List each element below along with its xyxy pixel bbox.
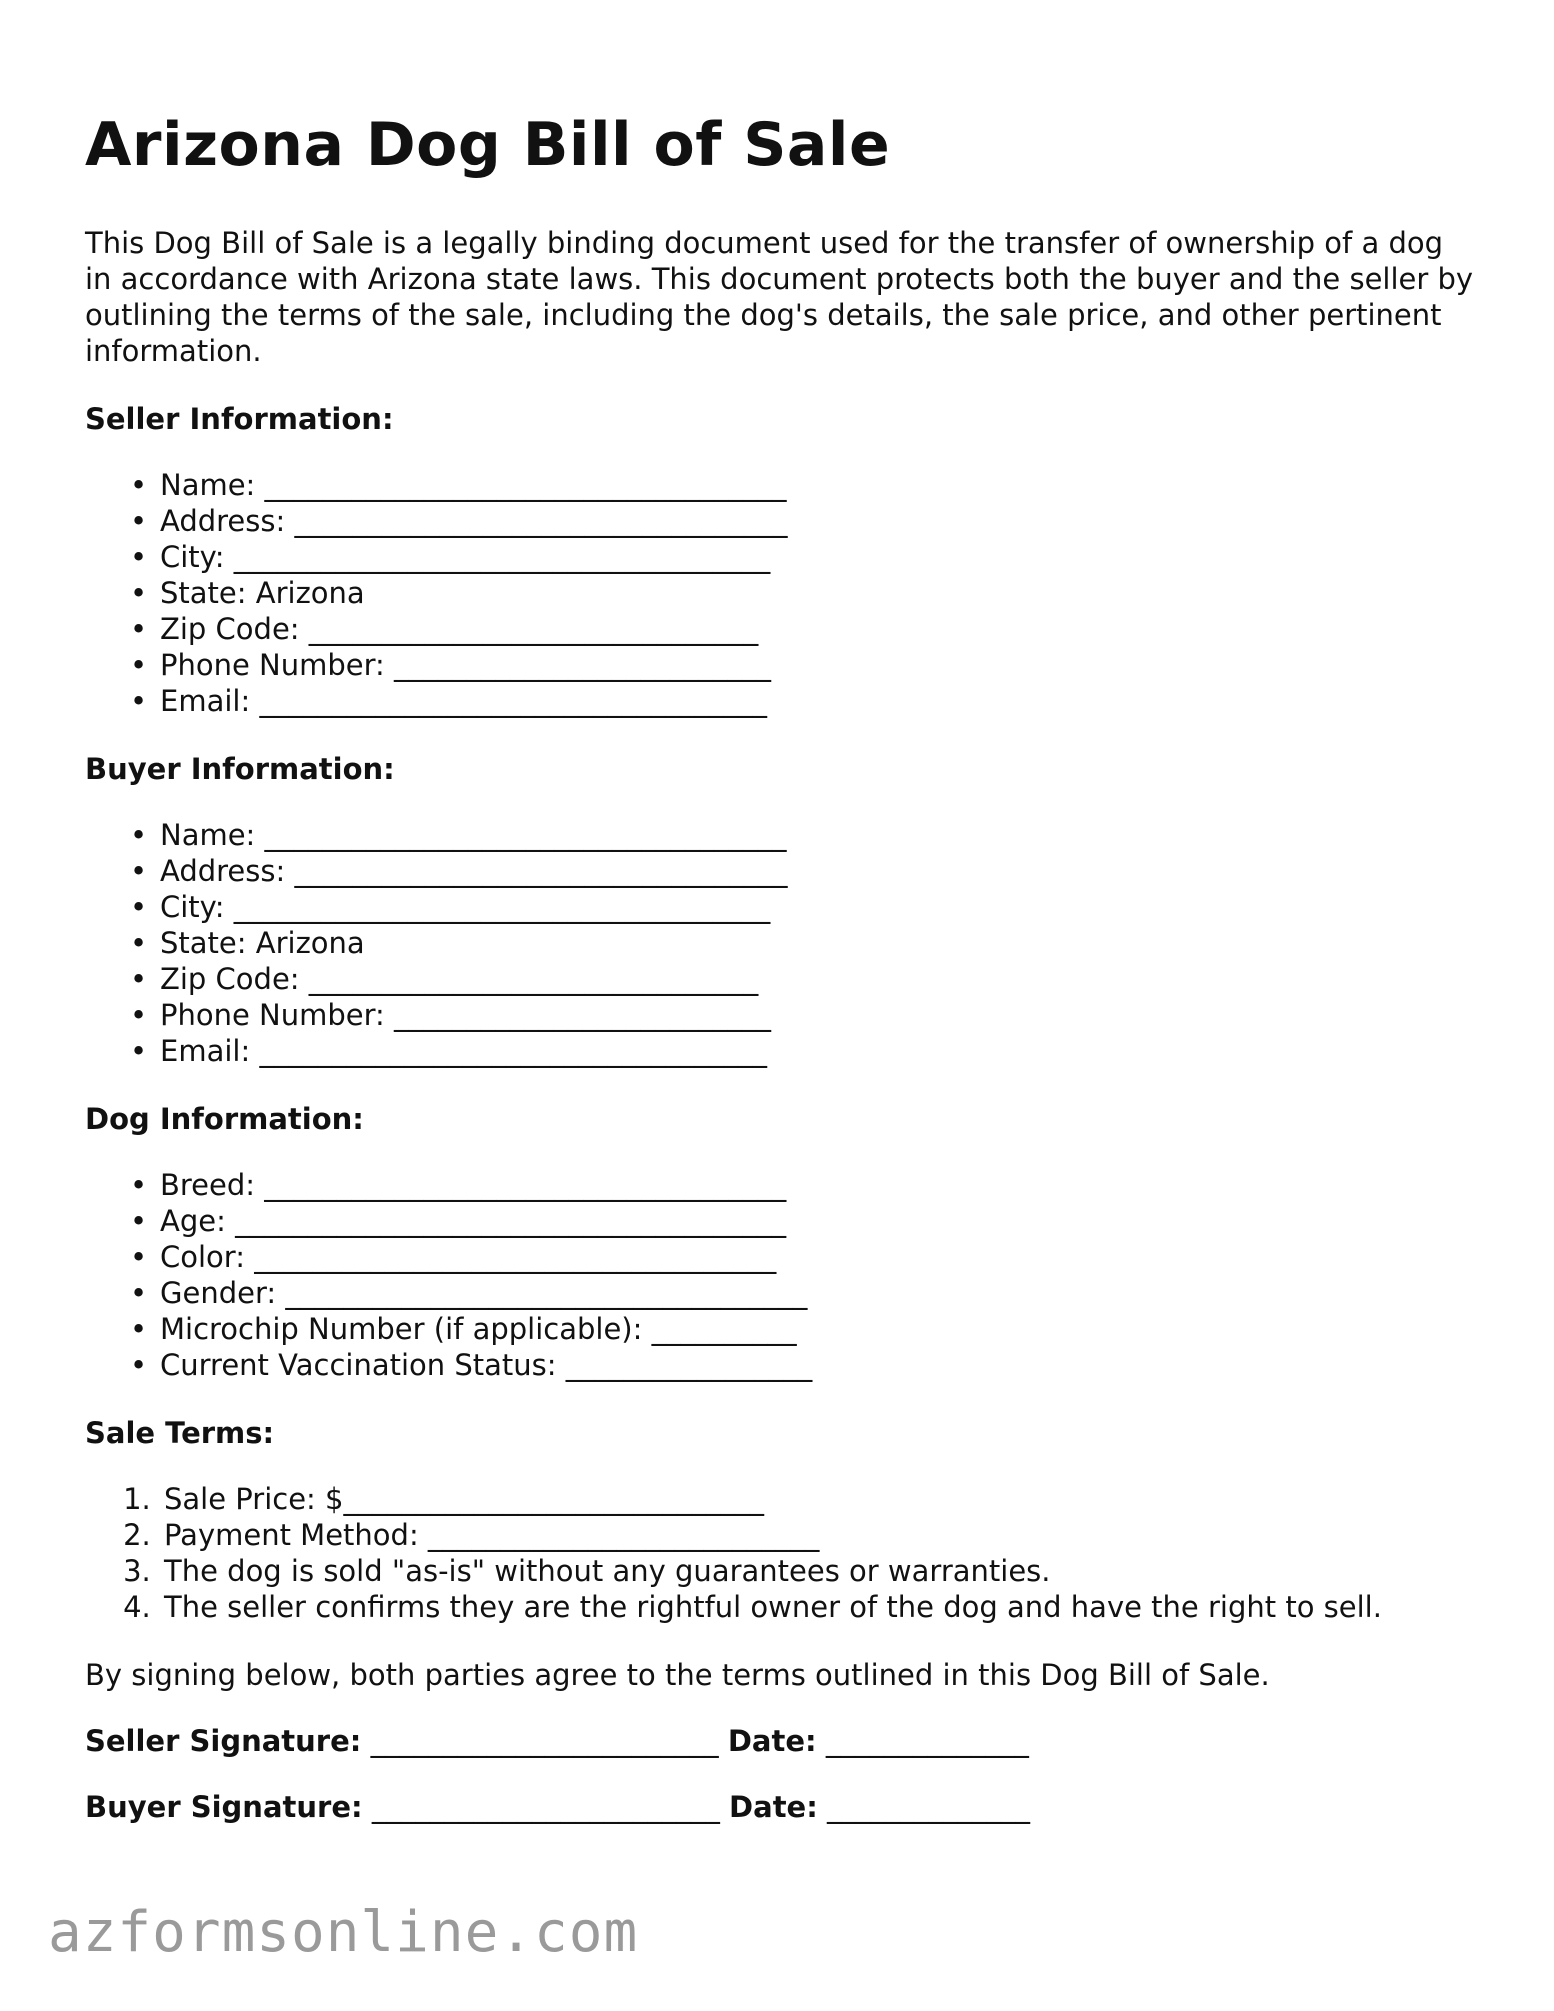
- intro-paragraph: This Dog Bill of Sale is a legally binding document used for the transfer of ownership of a dog in accordance with Arizona state laws. This document protects both the buyer and the seller by outlining the terms of the sale, including the dog's details, the sale price, and other pertinent information.: [85, 226, 1474, 368]
- buyer-date-line[interactable]: ______________: [827, 1790, 1031, 1824]
- seller-signature-row: [85, 1723, 1485, 1759]
- seller-date-label: Date:: [727, 1724, 817, 1758]
- buyer-list: [85, 817, 1485, 1069]
- buyer-heading: Buyer Information:: [85, 752, 395, 786]
- buyer-date-label: Date:: [729, 1790, 818, 1824]
- seller-city-field[interactable]: • City: _____________________________________: [160, 539, 1485, 575]
- dog-breed-field[interactable]: • Breed: ____________________________________: [160, 1167, 1485, 1203]
- site-watermark: azformsonline.com: [48, 1900, 639, 1965]
- seller-date-line[interactable]: ______________: [825, 1724, 1029, 1758]
- document-page: [85, 105, 1485, 1825]
- buyer-zip-field[interactable]: • Zip Code: _______________________________: [160, 961, 1485, 997]
- seller-zip-field[interactable]: • Zip Code: _______________________________: [160, 611, 1485, 647]
- buyer-email-field[interactable]: • Email: ___________________________________: [160, 1033, 1485, 1069]
- buyer-phone-field[interactable]: • Phone Number: __________________________: [160, 997, 1485, 1033]
- dog-age-field[interactable]: • Age: ______________________________________: [160, 1203, 1485, 1239]
- seller-state: • State: Arizona: [160, 575, 1485, 611]
- buyer-signature-label: Buyer Signature:: [85, 1790, 363, 1824]
- agreement-statement: By signing below, both parties agree to the terms outlined in this Dog Bill of Sale.: [85, 1658, 1270, 1692]
- dog-heading: Dog Information:: [85, 1102, 364, 1136]
- dog-vaccination-field[interactable]: • Current Vaccination Status: _________________: [160, 1347, 1485, 1383]
- seller-heading: Seller Information:: [85, 402, 394, 436]
- sale-price-field[interactable]: 1. Sale Price: $_____________________________: [160, 1481, 1485, 1517]
- buyer-city-field[interactable]: • City: _____________________________________: [160, 889, 1485, 925]
- seller-name-field[interactable]: • Name: ____________________________________: [160, 467, 1485, 503]
- terms-list: [85, 1481, 1485, 1625]
- dog-microchip-field[interactable]: • Microchip Number (if applicable): __________: [160, 1311, 1485, 1347]
- as-is-term: 3. The dog is sold "as-is" without any guarantees or warranties.: [160, 1553, 1485, 1589]
- dog-gender-field[interactable]: • Gender: ____________________________________: [160, 1275, 1485, 1311]
- dog-list: [85, 1167, 1485, 1383]
- buyer-name-field[interactable]: • Name: ____________________________________: [160, 817, 1485, 853]
- ownership-term: 4. The seller confirms they are the rightful owner of the dog and have the right to sell.: [160, 1589, 1485, 1625]
- seller-list: [85, 467, 1485, 719]
- seller-address-field[interactable]: • Address: __________________________________: [160, 503, 1485, 539]
- buyer-address-field[interactable]: • Address: __________________________________: [160, 853, 1485, 889]
- seller-phone-field[interactable]: • Phone Number: __________________________: [160, 647, 1485, 683]
- page-title: Arizona Dog Bill of Sale: [85, 110, 891, 180]
- seller-signature-line[interactable]: ________________________: [370, 1724, 719, 1758]
- terms-heading: Sale Terms:: [85, 1416, 275, 1450]
- buyer-signature-row: [85, 1789, 1485, 1825]
- buyer-signature-line[interactable]: ________________________: [371, 1790, 720, 1824]
- dog-color-field[interactable]: • Color: ____________________________________: [160, 1239, 1485, 1275]
- seller-email-field[interactable]: • Email: ___________________________________: [160, 683, 1485, 719]
- payment-method-field[interactable]: 2. Payment Method: ___________________________: [160, 1517, 1485, 1553]
- buyer-state: • State: Arizona: [160, 925, 1485, 961]
- seller-signature-label: Seller Signature:: [85, 1724, 362, 1758]
